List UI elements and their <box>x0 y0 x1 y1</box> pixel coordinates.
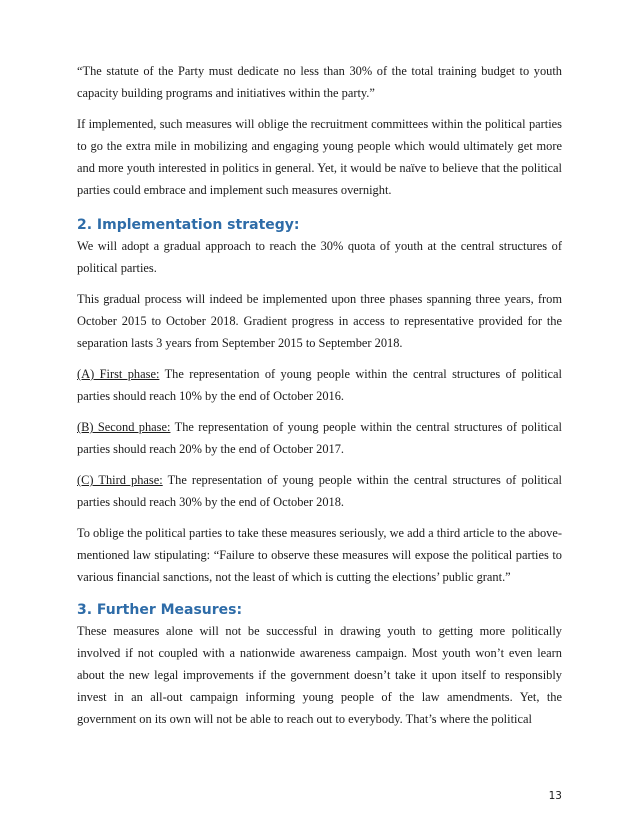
phase-a-paragraph <box>77 363 562 407</box>
implementation-paragraph: If implemented, such measures will oblige the recruitment committees within the political parties to go the extra mile in mobilizing and engaging young people which would ultimately get more and more youth interested in politics in general. Yet, it would be naïve to believe that the political parties could embrace and implement such measures overnight. <box>77 117 562 197</box>
phase-b-text: The representation of young people within the central structures of political parties should reach 20% by the end of October 2017. <box>77 420 562 456</box>
gradual-process-paragraph: This gradual process will indeed be implemented upon three phases spanning three years, from October 2015 to October 2018. Gradient progress in access to representative provided for the separation lasts 3 years from September 2015 to September 2018. <box>77 292 562 350</box>
section-heading-implementation-strategy: 2. Implementation strategy: <box>77 217 300 233</box>
phase-a-text: The representation of young people within the central structures of political parties should reach 10% by the end of October 2016. <box>77 367 562 403</box>
phase-c-paragraph <box>77 469 562 513</box>
phase-c-label: (C) Third phase: <box>77 473 163 487</box>
sanctions-paragraph: To oblige the political parties to take these measures seriously, we add a third article to the above-mentioned law stipulating: “Failure to observe these measures will expose the political parties to various financial sanctions, not the least of which is cutting the elections’ public grant.” <box>77 526 562 584</box>
phase-b-paragraph <box>77 416 562 460</box>
phase-a-label: (A) First phase: <box>77 367 160 381</box>
phase-b-label: (B) Second phase: <box>77 420 171 434</box>
strategy-intro-paragraph: We will adopt a gradual approach to reach the 30% quota of youth at the central structures of political parties. <box>77 239 562 275</box>
page-number: 13 <box>548 790 562 802</box>
section-heading-further-measures: 3. Further Measures: <box>77 602 243 618</box>
further-measures-paragraph: These measures alone will not be successful in drawing youth to getting more politically involved if not coupled with a nationwide awareness campaign. Most youth won’t even learn about the new legal improvements if the government doesn’t take it upon itself to responsibly invest in an all-out campaign informing young people of the law amendments. Yet, the government on its own will not be able to reach out to everybody. That’s where the political <box>77 624 562 726</box>
phase-c-text: The representation of young people within the central structures of political parties should reach 30% by the end of October 2018. <box>77 473 562 509</box>
quote-paragraph: “The statute of the Party must dedicate no less than 30% of the total training budget to youth capacity building programs and initiatives within the party.” <box>77 64 562 100</box>
document-page <box>77 60 562 739</box>
